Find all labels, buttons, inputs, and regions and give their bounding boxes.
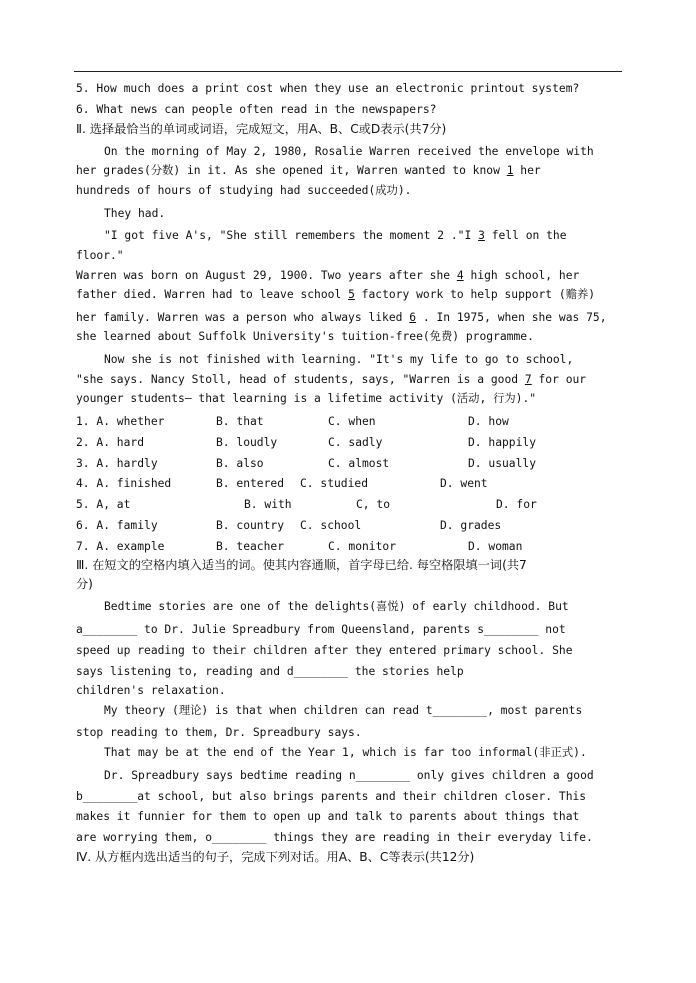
- option-text: 4. A. finished: [76, 477, 172, 490]
- option-text: C. school: [300, 519, 362, 532]
- blank-number: 3: [478, 229, 485, 242]
- option-text: 7. A. example: [76, 540, 165, 553]
- option-text: C. when: [328, 415, 376, 428]
- section-2-heading: Ⅱ. 选择最恰当的单词或词语，完成短文，用A、B、C或D表示(共7分): [76, 122, 447, 136]
- option-text: 5. A, at: [76, 498, 131, 511]
- blank-number: 7: [524, 373, 532, 386]
- blank-number: 6: [409, 311, 417, 324]
- passage-line: "she says. Nancy Stoll, head of students, says, "Warren is a good 7 for our: [76, 373, 587, 386]
- option-text: 6. A. family: [76, 519, 158, 532]
- passage-line: makes it funnier for them to open up and talk to parents about things that: [76, 810, 580, 823]
- passage-line: says listening to, reading and d________ the stories help: [76, 665, 464, 678]
- passage-line: My theory (理论) is that when children can read t________, most parents: [104, 704, 583, 717]
- passage-line: "I got five A's, "She still remembers the moment 2 ."I 3 fell on the: [104, 229, 567, 242]
- passage-line: Bedtime stories are one of the delights(喜悦) of early childhood. But: [104, 600, 569, 613]
- option-text: B. teacher: [216, 540, 285, 553]
- question-6: 6. What news can people often read in the newspapers?: [76, 103, 437, 116]
- option-text: B. also: [216, 457, 264, 470]
- option-text: C, to: [356, 498, 391, 511]
- passage-line: are worrying them, o________ things they are reading in their everyday life.: [76, 831, 593, 844]
- option-text: B. with: [244, 498, 292, 511]
- option-text: C. almost: [328, 457, 390, 470]
- passage-line: her family. Warren was a person who always liked 6 . In 1975, when she was 75,: [76, 311, 607, 324]
- option-text: D. for: [496, 498, 537, 511]
- section-3-heading: Ⅲ. 在短文的空格内填入适当的词。使其内容通顺，首字母已给. 每空格限填一词(共7: [76, 558, 527, 572]
- passage-line: a________ to Dr. Julie Spreadbury from Queensland, parents s________ not: [76, 623, 566, 636]
- blank-number: 1: [506, 164, 514, 177]
- option-text: B. country: [216, 519, 285, 532]
- option-text: C. studied: [300, 477, 369, 490]
- blank-number: 5: [348, 288, 355, 301]
- passage-line: father died. Warren had to leave school 5 factory work to help support (赡养): [76, 288, 596, 301]
- passage-line: On the morning of May 2, 1980, Rosalie Warren received the envelope with: [104, 145, 594, 158]
- option-text: C. sadly: [328, 436, 383, 449]
- option-text: D. went: [440, 477, 488, 490]
- passage-line: children's relaxation.: [76, 684, 226, 697]
- question-5: 5. How much does a print cost when they use an electronic printout system?: [76, 82, 580, 95]
- passage-line: floor.": [76, 249, 124, 262]
- passage-line: she learned about Suffolk University's tuition-free(免费) programme.: [76, 330, 534, 343]
- option-text: D. happily: [468, 436, 537, 449]
- passage-line: That may be at the end of the Year 1, which is far too informal(非正式).: [104, 746, 587, 759]
- passage-line: her grades(分数) in it. As she opened it, Warren wanted to know 1 her: [76, 164, 541, 177]
- section-4-heading: Ⅳ. 从方框内选出适当的句子，完成下列对话。用A、B、C等表示(共12分): [76, 850, 475, 864]
- option-text: B. that: [216, 415, 264, 428]
- passage-line: speed up reading to their children after they entered primary school. She: [76, 644, 573, 657]
- blank-number: 4: [456, 269, 464, 282]
- option-text: D. woman: [468, 540, 523, 553]
- passage-line: Dr. Spreadbury says bedtime reading n________ only gives children a good: [104, 769, 594, 782]
- passage-line: hundreds of hours of studying had succeeded(成功).: [76, 184, 412, 197]
- option-text: C. monitor: [328, 540, 397, 553]
- section-3-heading-cont: 分): [76, 577, 93, 591]
- option-text: B. entered: [216, 477, 285, 490]
- option-text: 3. A. hardly: [76, 457, 158, 470]
- passage-line: b________at school, but also brings parents and their children closer. This: [76, 790, 587, 803]
- option-text: D. how: [468, 415, 509, 428]
- option-text: 1. A. whether: [76, 415, 165, 428]
- option-text: B. loudly: [216, 436, 278, 449]
- passage-line: They had.: [104, 207, 166, 220]
- option-text: D. grades: [440, 519, 502, 532]
- passage-line: stop reading to them, Dr. Spreadbury says.: [76, 726, 362, 739]
- passage-line: Warren was born on August 29, 1900. Two years after she 4 high school, her: [76, 269, 580, 282]
- passage-line: younger students— that learning is a lifetime activity (活动, 行为).": [76, 392, 537, 405]
- passage-line: Now she is not finished with learning. "It's my life to go to school,: [104, 353, 574, 366]
- header-rule: [74, 71, 622, 72]
- option-text: 2. A. hard: [76, 436, 145, 449]
- option-text: D. usually: [468, 457, 537, 470]
